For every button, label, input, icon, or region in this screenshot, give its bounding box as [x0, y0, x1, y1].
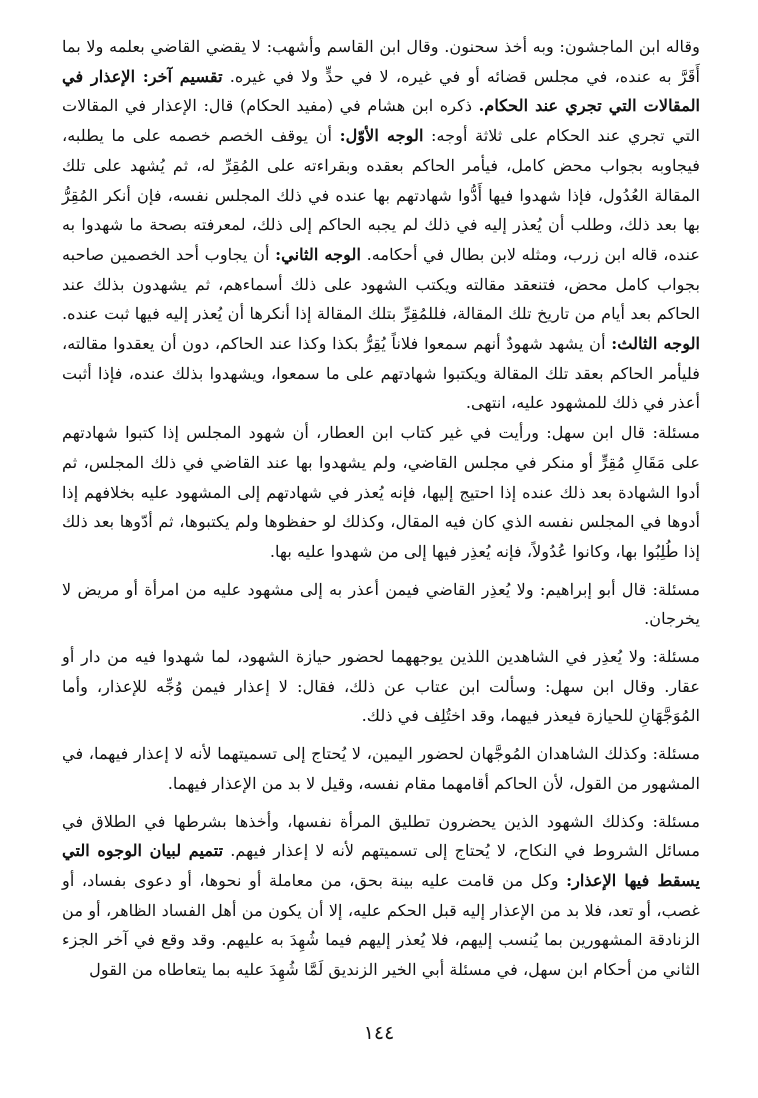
paragraph-ibn-sahl — [62, 418, 700, 567]
paragraph-possession-witnesses — [62, 642, 700, 731]
text-run: وقاله ابن الماجشون: وبه أخذ سحنون. وقال ابن القاسم وأشهب: لا يقضي القاضي بعلمه ولا بما أَقَرَّ به عنده، في مجلس قضائه أو في غيره، لا في حدٍّ ولا في غيره. — [62, 37, 700, 86]
paragraph-oath-witnesses — [62, 739, 700, 798]
heading-run: الوجه الأوّل: — [339, 126, 424, 146]
heading-run: تتميم لبيان الوجوه التي يسقط فيها الإعذار: — [62, 841, 700, 890]
paragraph-abu-ibrahim — [62, 575, 700, 634]
text-run: مسئلة: وكذلك الشهود الذين يحضرون تطليق المرأة نفسها، وأخذها بشرطها في الطلاق في مسائل الشروط في النكاح، لا يُحتاج إلى تسميتهم لأنه لا إعذار فيهم. — [62, 811, 700, 861]
paragraph-opening — [62, 32, 700, 418]
heading-run: تقسيم آخر: الإعذار في المقالات التي تجري عند الحكام. — [62, 66, 701, 116]
text-run: مسئلة: وكذلك الشاهدان المُوجَّهان لحضور اليمين، لا يُحتاج إلى تسميتهما لأنه لا إعذار فيهما، في المشهور من القول، لأن الحاكم أقامهما مقام نفسه، وقيل لا بد من الإعذار فيهما. — [62, 744, 700, 793]
text-run: أن يشهد شهودٌ أنهم سمعوا فلاناً يُقِرُّ بكذا وكذا عند الحاكم، دون أن يعقدوا مقالته، فليأمر الحاكم بعقد تلك المقالة ويكتبوا شهادتهم على ما سمعوا، ويشهدوا بذلك عنده، فإذا أثبت أعذر في ذلك للمشهود عليه، انتهى. — [62, 334, 700, 413]
heading-run: الوجه الثاني: — [275, 244, 361, 264]
text-run: أن يوقف الخصم خصمه على ما يطلبه، فيجاوبه بجواب محض كامل، فيأمر الحاكم بعقده وبقراءته على المُقِرِّ له، ثم يُشهد على تلك المقالة العُدُول، فإذا شهدوا فيها أَدُّوا شهادتهم بها عنده في ذلك المجلس نفسه، فإن أنكر المُقِرُّ بها بعد ذلك، وطلب أن يُعذر إليه في ذلك لم يجبه الحاكم إلى ذلك، لمعرفته بصحة ما شهدوا به عنده، قاله ابن زرب، ومثله لابن بطال في أحكامه. — [62, 126, 700, 264]
text-run: مسئلة: قال ابن سهل: ورأيت في غير كتاب ابن العطار، أن شهود المجلس إذا كتبوا شهادتهم على مَقَالِ مُقِرٍّ أو منكر في مجلس القاضي، ولم يشهدوا بها عند القاضي في ذلك المجلس، ثم أدوا الشهادة بعد ذلك عنده إذا احتيج إليها، فإنه يُعذر في شهادتهم إلى المشهود عليه بخلافهم إذا أدوها في المجلس نفسه الذي كان فيه المقال، وكذلك لو حفظوها ولم يكتبوها، ثم أدّوها بعد ذلك إذا طُلِبُوا بها، وكانوا عُدُولاً، فإنه يُعذِر فيها إلى من شهدوا عليه بها. — [62, 423, 700, 561]
text-run: مسئلة: ولا يُعذِر في الشاهدين اللذين يوجههما لحضور حيازة الشهود، لما شهدوا فيه من دار أو عقار. وقال ابن سهل: وسألت ابن عتاب عن ذلك، فقال: لا إعذار فيمن وُجِّه للإعذار، وأما المُوَجَّهَانِ للحيازة فيعذر فيهما، وقد اختُلِف في ذلك. — [62, 647, 700, 726]
text-run: ذكره ابن هشام في (مفيد الحكام) قال: الإعذار في المقالات التي تجري عند الحكام على ثلاثة أوجه: — [62, 96, 700, 146]
text-run: وكل من قامت عليه بينة بحق، من معاملة أو نحوها، أو دعوى بفساد، أو غصب، أو تعد، فلا بد من الإعذار إليه قبل الحكم عليه، إلا أن يكون من أهل الفساد الظاهر، أو من الزنادقة المشهورين بما يُنسب إليهم، فلا يُعذر إليهم فيما شُهِدَ به عليهم. وقد وقع في آخر الجزء الثاني من أحكام ابن سهل، في مسئلة أبي الخير الزنديق لَمَّا شُهِدَ عليه بما يتعاطاه من القول — [62, 870, 700, 980]
paragraph-divorce-witnesses — [62, 807, 700, 985]
text-run: مسئلة: قال أبو إبراهيم: ولا يُعذِر القاضي فيمن أعذر به إلى مشهود عليه من امرأة أو مريض لا يخرجان. — [62, 579, 700, 629]
heading-run: الوجه الثالث: — [611, 334, 700, 354]
page-number: ١٤٤ — [363, 1022, 395, 1044]
text-run: أن يجاوب أحد الخصمين صاحبه بجواب كامل محض، فتنعقد مقالته ويكتب الشهود على ذلك أسماءهم، ثم يشهدون بذلك عند الحاكم بعد أيام من تاريخ تلك المقالة، فللمُقِرِّ بتلك المقالة إذا أنكرها أن يُعذر إليه فيها ثبت عنده. — [62, 244, 700, 324]
main-text — [62, 32, 700, 985]
